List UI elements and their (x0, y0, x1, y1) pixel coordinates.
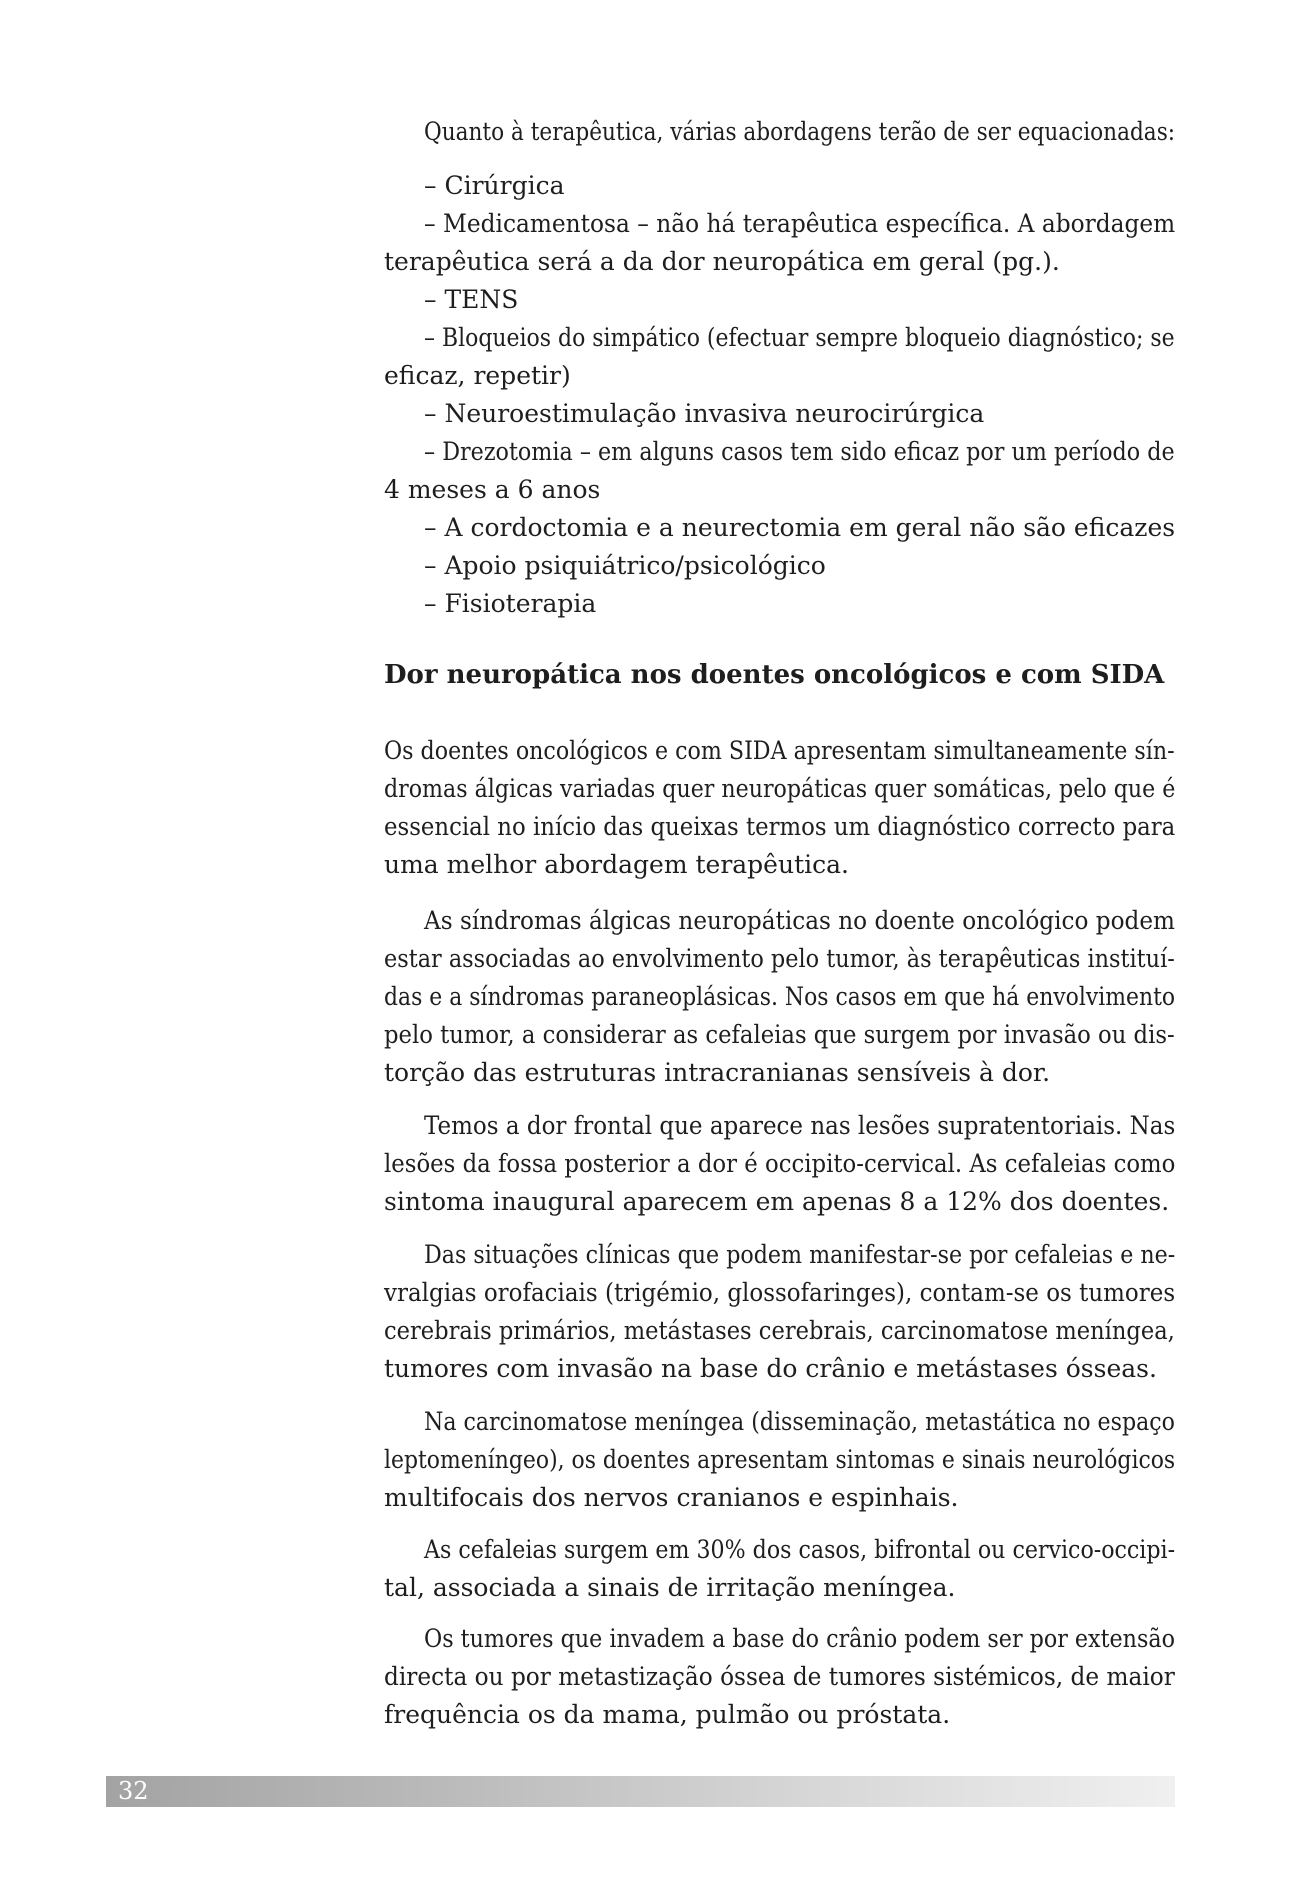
therapy-intro (384, 113, 1175, 151)
intro-line: Quanto à terapêutica, várias abordagens terão de ser equacionadas: (424, 117, 1176, 146)
paragraph (384, 902, 1175, 1092)
list-item-line: – Fisioterapia (424, 589, 597, 618)
paragraph-line: pelo tumor, a considerar as cefaleias que surgem por invasão ou dis- (384, 1020, 1175, 1049)
paragraph (384, 1403, 1175, 1517)
paragraph (384, 1107, 1175, 1221)
paragraph-line: torção das estruturas intracranianas sensíveis à dor. (384, 1058, 1051, 1087)
page-number: 32 (118, 1777, 149, 1805)
list-item-line: – A cordoctomia e a neurectomia em geral não são eficazes (424, 513, 1176, 542)
paragraph-line: cerebrais primários, metástases cerebrais, carcinomatose meníngea, (384, 1316, 1175, 1345)
paragraph-line: Na carcinomatose meníngea (disseminação, metastática no espaço (424, 1407, 1175, 1436)
list-item (384, 395, 1175, 433)
list-item-line: – Medicamentosa – não há terapêutica específica. A abordagem (424, 209, 1176, 238)
paragraph-line: estar associadas ao envolvimento pelo tumor, às terapêuticas instituí- (384, 944, 1175, 973)
paragraph-line: Os tumores que invadem a base do crânio podem ser por extensão (424, 1624, 1176, 1653)
paragraph (384, 1620, 1175, 1734)
list-item-line: – Drezotomia – em alguns casos tem sido eficaz por um período de (424, 437, 1175, 466)
paragraph-line: leptomeníngeo), os doentes apresentam sintomas e sinais neurológicos (384, 1445, 1176, 1474)
paragraph (384, 1236, 1175, 1388)
list-item (384, 281, 1175, 319)
list-item-line: – TENS (424, 285, 519, 314)
paragraph (384, 1531, 1175, 1607)
therapy-list (384, 167, 1175, 623)
paragraph-line: Das situações clínicas que podem manifestar-se por cefaleias e ne- (424, 1240, 1176, 1269)
footer-band (106, 1776, 1175, 1807)
paragraph-line: directa ou por metastização óssea de tumores sistémicos, de maior (384, 1662, 1175, 1691)
section-heading-text: Dor neuropática nos doentes oncológicos e com SIDA (384, 660, 1165, 690)
list-item (384, 167, 1175, 205)
paragraph-line: Os doentes oncológicos e com SIDA apresentam simultaneamente sín- (384, 736, 1175, 765)
paragraph-line: frequência os da mama, pulmão ou próstata. (384, 1700, 951, 1729)
list-item-line: terapêutica será a da dor neuropática em geral (pg.). (384, 247, 1060, 276)
list-item-line: eficaz, repetir) (384, 361, 571, 390)
list-item (384, 547, 1175, 585)
paragraph-line: As síndromas álgicas neuropáticas no doente oncológico podem (424, 906, 1176, 935)
list-item-line: – Bloqueios do simpático (efectuar sempre bloqueio diagnóstico; se (424, 323, 1175, 352)
paragraph-line: das e a síndromas paraneoplásicas. Nos casos em que há envolvimento (384, 982, 1176, 1011)
list-item (384, 319, 1175, 395)
list-item-line: – Apoio psiquiátrico/psicológico (424, 551, 826, 580)
list-item (384, 509, 1175, 547)
paragraph-line: sintoma inaugural aparecem em apenas 8 a 12% dos doentes. (384, 1187, 1170, 1216)
paragraph-line: Temos a dor frontal que aparece nas lesões supratentoriais. Nas (424, 1111, 1176, 1140)
paragraph (384, 732, 1175, 884)
list-item (384, 433, 1175, 509)
list-item-line: – Neuroestimulação invasiva neurocirúrgica (424, 399, 985, 428)
paragraph-line: tumores com invasão na base do crânio e metástases ósseas. (384, 1354, 1157, 1383)
paragraph-line: vralgias orofaciais (trigémio, glossofaringes), contam-se os tumores (384, 1278, 1176, 1307)
paragraph-line: essencial no início das queixas termos um diagnóstico correcto para (384, 812, 1176, 841)
paragraph-line: multifocais dos nervos cranianos e espinhais. (384, 1483, 959, 1512)
list-item (384, 205, 1175, 281)
paragraph-line: tal, associada a sinais de irritação meníngea. (384, 1573, 956, 1602)
paragraph-line: As cefaleias surgem em 30% dos casos, bifrontal ou cervico-occipi- (424, 1535, 1176, 1564)
list-item-line: 4 meses a 6 anos (384, 475, 601, 504)
paragraph-line: dromas álgicas variadas quer neuropáticas quer somáticas, pelo que é (384, 774, 1176, 803)
section-heading (384, 656, 1175, 694)
list-item (384, 585, 1175, 623)
paragraph-line: uma melhor abordagem terapêutica. (384, 850, 849, 879)
paragraph-line: lesões da fossa posterior a dor é occipito-cervical. As cefaleias como (384, 1149, 1176, 1178)
list-item-line: – Cirúrgica (424, 171, 565, 200)
